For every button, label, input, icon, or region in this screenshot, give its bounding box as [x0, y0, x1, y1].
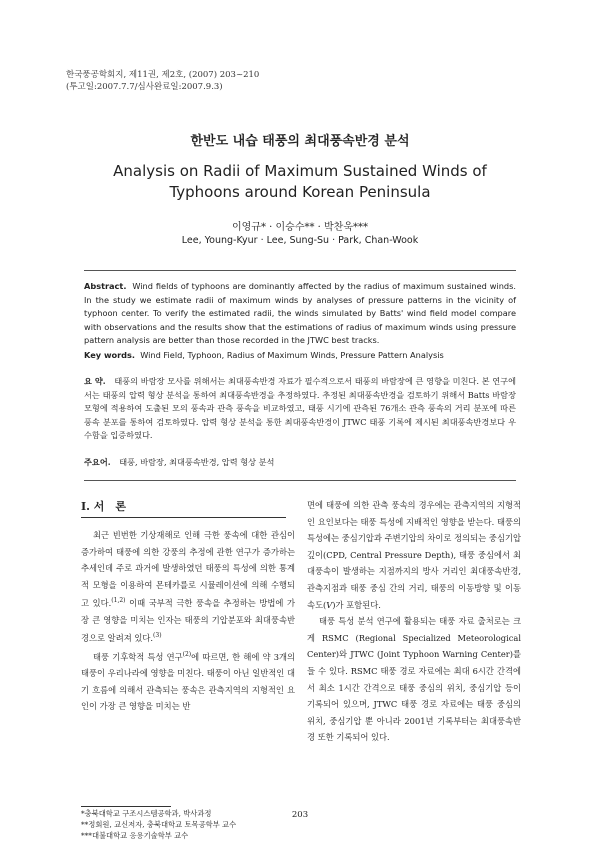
- left-p2-tail: 에 따르면, 한 해에 약 3개의 태풍이 우리나라에 영향을 미친다. 태풍이 아닌 일반적인 대기 흐름에 의해서 관측되는 풍속은 관측지역의 지형적인 요인이 가장 큰 영향을 미치는 반: [81, 651, 295, 712]
- left-paragraph-2: [81, 647, 295, 715]
- title-english: [0, 161, 600, 203]
- left-p1-text: 최근 빈번한 기상재해로 인해 극한 풍속에 대한 관심이 증가하여 태풍에 의한 강풍의 추정에 관한 연구가 증가하는 추세인데 주로 과거에 발생하였던 태풍의 특성에 의한 통계적 모형을 이용하여 몬테카를로 시뮬레이션에 의해 수행되고 있다.: [81, 530, 295, 609]
- abstract: [84, 280, 516, 348]
- korean-summary: [84, 375, 516, 443]
- reference-superscript: (1,2): [111, 597, 126, 605]
- korean-keywords: [84, 457, 516, 468]
- page-number: 203: [291, 810, 309, 820]
- title-korean: 한반도 내습 태풍의 최대풍속반경 분석: [190, 134, 410, 149]
- footnote-2: **정회원, 교신저자, 충북대학교 토목공학부 교수: [81, 820, 237, 829]
- korean-summary-label: 요 약.: [84, 376, 106, 386]
- journal-citation: 한국풍공학회지, 제11권, 제2호, (2007) 203~210: [66, 70, 260, 80]
- korean-summary-text: 태풍의 바람장 모사를 위해서는 최대풍속반경 자료가 필수적으로서 태풍의 바람장에 큰 영향을 미친다. 본 연구에서는 태풍의 압력 형상 분석을 통하여 최대풍속반경을 추정하였다. 추정된 최대풍속반경을 검토하기 위해서 Batts 바람장 모형에 적용하여 도출된 모의 풍속과 관측 풍속을 비교하였고, 태풍 시기에 관측된 76개소 관측 풍속의 거리 분포에 따른 풍속 분포를 통하여 검토하였다. 압력 형상 분석을 통한 최대풍속반경이 JTWC 태풍 기록에 제시된 최대풍속반경보다 우수함을 입증하였다.: [84, 376, 516, 441]
- authors-korean: 이영규* · 이승수** · 박찬욱***: [231, 222, 368, 233]
- journal-info: [66, 69, 259, 93]
- authors-english: Lee, Young-Kyur · Lee, Sung-Su · Park, Chan-Wook: [181, 235, 419, 246]
- footnote-3: ***대불대학교 응용기술학부 교수: [81, 831, 189, 840]
- right-p2-text: 태풍 특성 분석 연구에 활용되는 태풍 자료 출처로는 크게 RSMC (Regional Specialized Meteorological Center)와 JTWC (Joint Typhoon Warning Center)를 들 수 있다. RSMC 태풍 경로 자료에는 최대 6시간 간격에서 최소 1시간 간격으로 태풍 중심의 위치, 중심기압 등이 기록되어 있으며, JTWC 태풍 경로 자료에는 태풍 중심의 위치, 중심기압 뿐 아니라 2001년 기록부터는 최대풍속반경 또한 기록되어 있다.: [307, 616, 521, 743]
- footnote-rule: [81, 806, 171, 807]
- left-column: [81, 527, 295, 715]
- section-heading-rule: [81, 517, 286, 518]
- footnote-1: *충북대학교 구조시스템공학과, 박사과정: [81, 809, 212, 818]
- korean-keywords-text: 태풍, 바람장, 최대풍속반경, 압력 형상 분석: [119, 457, 275, 467]
- keywords-text: Wind Field, Typhoon, Radius of Maximum Winds, Pressure Pattern Analysis: [140, 350, 444, 360]
- keywords-label: Key words.: [84, 350, 136, 360]
- korean-keywords-label: 주요어.: [84, 457, 111, 467]
- right-paragraph-1: [307, 497, 521, 613]
- right-p1-tail: )가 포함된다.: [332, 599, 381, 610]
- right-column: [307, 497, 521, 746]
- right-paragraph-2: [307, 613, 521, 746]
- abstract-bottom-rule: [84, 480, 516, 481]
- reference-superscript: (2): [182, 650, 192, 658]
- abstract-label: Abstract.: [84, 281, 127, 291]
- title-english-line1: Analysis on Radii of Maximum Sustained Winds of: [113, 162, 487, 180]
- abstract-text: Wind fields of typhoons are dominantly affected by the radius of maximum sustained winds. In the study we estimate radii of maximum winds by analyses of pressure patterns in the vicinity of typhoon center. To verify the estimated radii, the winds simulated by Batts' wind field model compare with observations and the results show that the estimations of radius of maximum winds using pressure pattern analysis are better than those recorded in the JTWC best tracks.: [84, 281, 516, 346]
- reference-superscript: (3): [153, 632, 162, 640]
- left-p2-text: 태풍 기후학적 특성 연구: [93, 651, 183, 662]
- velocity-symbol: V: [326, 599, 333, 610]
- keywords: [84, 350, 516, 360]
- left-paragraph-1: [81, 527, 295, 647]
- section-heading-introduction: I. 서 론: [81, 500, 127, 513]
- title-english-line2: Typhoons around Korean Peninsula: [169, 183, 431, 201]
- left-p1-tail: 이때 국부적 극한 풍속을 추정하는 방법에 가장 큰 영향을 미치는 인자는 태풍의 기압분포와 최대풍속반경으로 알려져 있다.: [81, 598, 296, 644]
- abstract-top-rule: [84, 270, 516, 271]
- right-p1-text: 면에 태풍에 의한 관측 풍속의 경우에는 관측지역의 지형적인 요인보다는 태풍 특성에 지배적인 영향을 받는다. 태풍의 특성에는 중심기압과 주변기압의 차이로 정의되는 중심기압깊이(CPD, Central Pressure Depth), 태풍 중심에서 최대풍속이 발생하는 지점까지의 방사 거리인 최대풍속반경, 관측지점과 태풍 중심 간의 거리, 태풍의 이동방향 및 이동속도(: [307, 500, 521, 610]
- journal-dates: (투고일:2007.7.7/심사완료일:2007.9.3): [66, 82, 223, 92]
